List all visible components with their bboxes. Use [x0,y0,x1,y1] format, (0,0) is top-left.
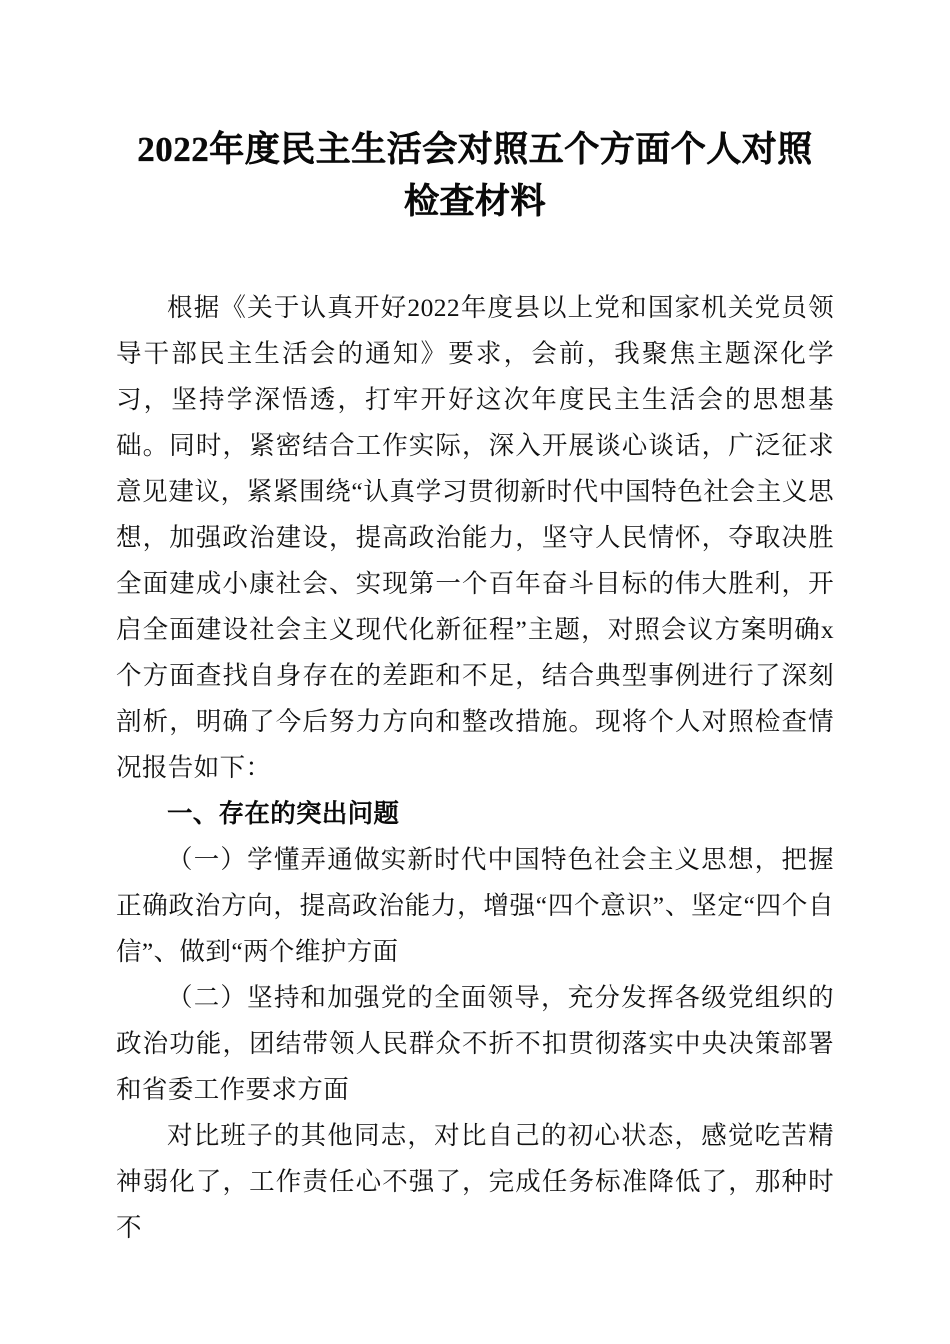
paragraph-self-comparison: 对比班子的其他同志，对比自己的初心状态，感觉吃苦精神弱化了，工作责任心不强了，完成任务标准降低了，那种时不 [116,1121,834,1242]
paragraph-subsection-two: （二）坚持和加强党的全面领导，充分发挥各级党组织的政治功能，团结带领人民群众不折不扣贯彻落实中央决策部署和省委工作要求方面 [116,983,834,1104]
document-title: 2022年度民主生活会对照五个方面个人对照检查材料 [137,130,813,221]
document-body [116,285,834,1251]
paragraph-subsection-one: （一）学懂弄通做实新时代中国特色社会主义思想，把握正确政治方向，提高政治能力，增强“四个意识”、坚定“四个自信”、做到“两个维护方面 [116,845,834,966]
document-content [116,124,834,1251]
paragraph-intro: 根据《关于认真开好2022年度县以上党和国家机关党员领导干部民主生活会的通知》要求，会前，我聚焦主题深化学习，坚持学深悟透，打牢开好这次年度民主生活会的思想基础。同时，紧密结合工作实际，深入开展谈心谈话，广泛征求意见建议，紧紧围绕“认真学习贯彻新时代中国特色社会主义思想，加强政治建设，提高政治能力，坚守人民情怀，夺取决胜全面建成小康社会、实现第一个百年奋斗目标的伟大胜利，开启全面建设社会主义现代化新征程”主题，对照会议方案明确x个方面查找自身存在的差距和不足，结合典型事例进行了深刻剖析，明确了今后努力方向和整改措施。现将个人对照检查情况报告如下： [116,293,834,782]
section-heading-existing-problems: 一、存在的突出问题 [167,800,400,828]
